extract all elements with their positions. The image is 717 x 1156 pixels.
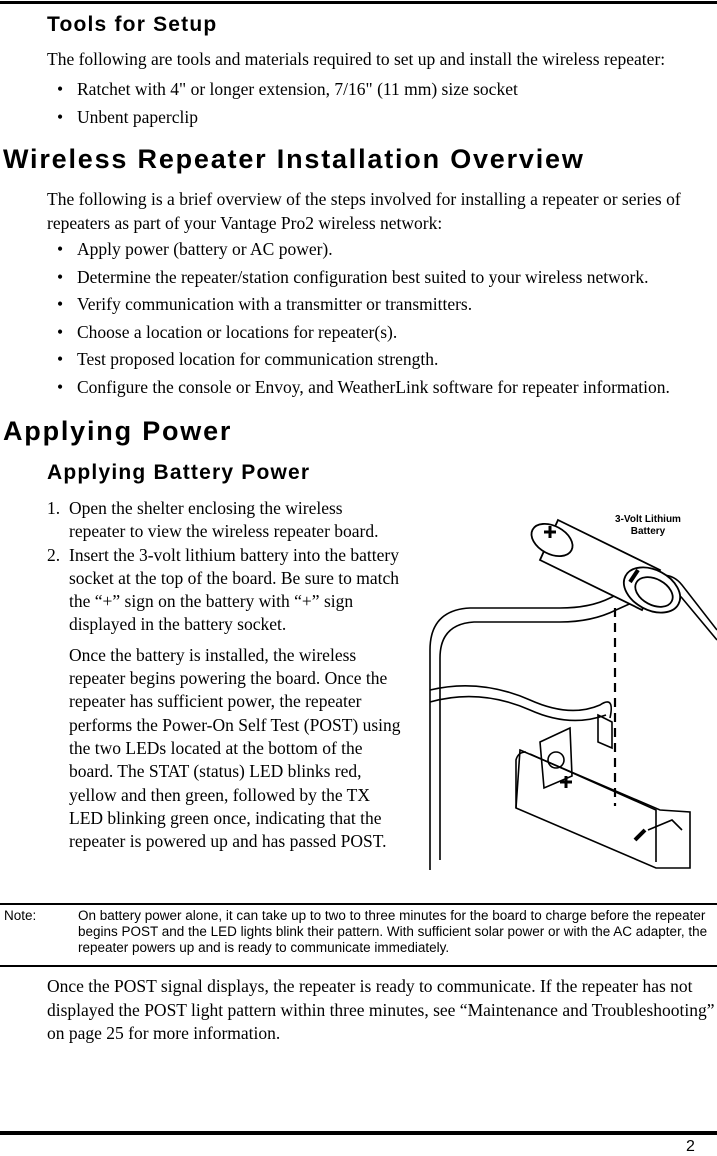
bottom-rule xyxy=(0,1131,717,1135)
note-top-rule xyxy=(0,903,717,905)
battery-steps xyxy=(47,497,403,853)
overview-heading: Wireless Repeater Installation Overview xyxy=(3,144,585,174)
step-text: Insert the 3-volt lithium battery into the battery socket at the top of the board. Be sure to match the “+” sign on the battery with “+” sign displayed in the battery socket. xyxy=(69,544,399,635)
socket-plus-icon xyxy=(560,776,572,788)
note-label: Note: xyxy=(4,908,37,923)
battery-installation-figure xyxy=(420,490,717,890)
overview-list xyxy=(47,236,715,401)
battery-board-illustration xyxy=(420,490,717,890)
note-text: On battery power alone, it can take up to two to three minutes for the board to charge before the repeater begins POST and the LED lights blink their pattern. With sufficient solar power or with the AC adapter, the repeater powers up and is ready to communicate immediately. xyxy=(78,908,708,955)
list-item: • Determine the repeater/station configuration best suited to your wireless network. xyxy=(47,264,715,292)
list-item: • Test proposed location for communication strength. xyxy=(47,346,715,374)
tools-intro: The following are tools and materials required to set up and install the wireless repeater: xyxy=(47,49,666,69)
list-item: • Choose a location or locations for repeater(s). xyxy=(47,319,715,347)
page-number: 2 xyxy=(686,1138,695,1155)
step-number: 2. xyxy=(47,544,61,565)
step-item xyxy=(47,544,403,854)
list-item: • Unbent paperclip xyxy=(47,104,715,132)
figure-label-line2: Battery xyxy=(630,526,666,537)
list-item: • Ratchet with 4" or longer extension, 7/16" (11 mm) size socket xyxy=(47,76,715,104)
figure-label-line1: 3-Volt Lithium xyxy=(615,514,681,525)
power-heading: Applying Power xyxy=(3,416,233,446)
overview-intro: The following is a brief overview of the steps involved for installing a repeater or series of repeaters as part of your Vantage Pro2 wireless network: xyxy=(47,189,681,233)
note-bottom-rule xyxy=(0,965,717,967)
step-text: Open the shelter enclosing the wireless repeater to view the wireless repeater board. xyxy=(69,498,379,542)
battery-heading: Applying Battery Power xyxy=(47,461,311,484)
socket-minus-icon xyxy=(635,830,645,840)
list-item: • Apply power (battery or AC power). xyxy=(47,236,715,264)
step-item xyxy=(47,497,403,544)
top-rule xyxy=(0,1,717,4)
step-continuation: Once the battery is installed, the wireless repeater begins powering the board. Once the repeater has sufficient power, the repeater performs the Power-On Self Test (POST) using the two LEDs located at the bottom of the board. The STAT (status) LED blinks red, yellow and then green, followed by the TX LED blinking green once, indicating that the repeater is powered up and has passed POST. xyxy=(69,644,401,852)
tools-heading: Tools for Setup xyxy=(47,13,218,36)
step-number: 1. xyxy=(47,498,61,518)
tools-list xyxy=(47,76,715,131)
after-note-paragraph: Once the POST signal displays, the repeater is ready to communicate. If the repeater has not displayed the POST light pattern within three minutes, see “Maintenance and Troubleshooting” on page 25 for more information. xyxy=(47,976,715,1043)
list-item: • Verify communication with a transmitter or transmitters. xyxy=(47,291,715,319)
list-item: • Configure the console or Envoy, and WeatherLink software for repeater information. xyxy=(47,374,715,402)
